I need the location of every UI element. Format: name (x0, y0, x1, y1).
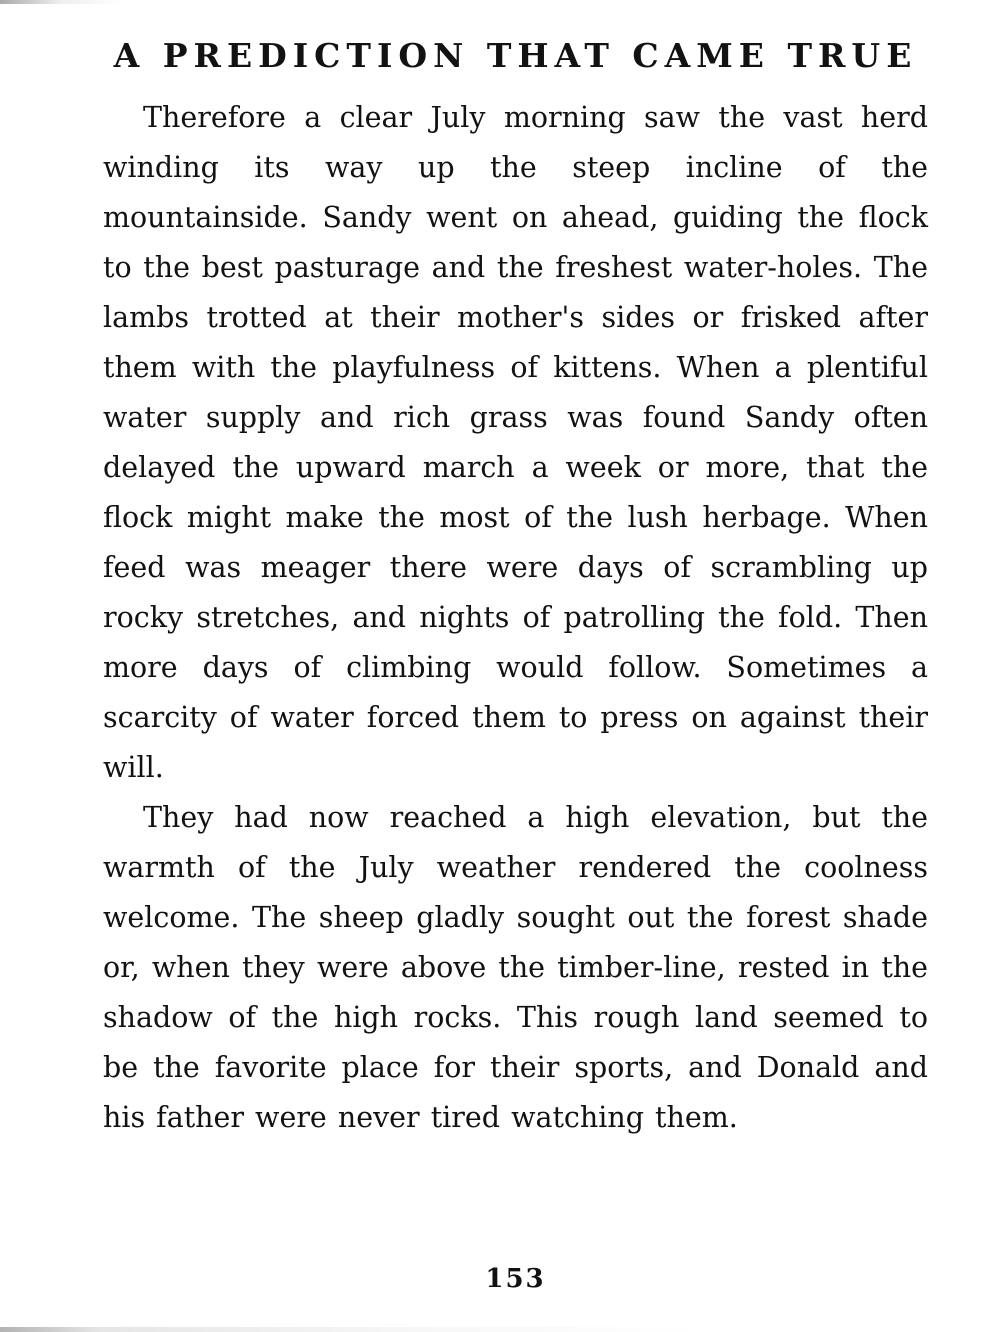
paragraph-2: They had now reached a high elevation, but the warmth of the July weather rendered the coolness welcome. The sheep gladly sought out the forest shade or, when they were above the timber-line, rested in the shadow of the high rocks. This rough land seemed to be the favorite place for their sports, and Donald and his father were never tired watching them. (103, 801, 928, 1134)
paragraph-1: Therefore a clear July morning saw the vast herd winding its way up the steep incline of the mountainside. Sandy went on ahead, guiding the flock to the best pasturage and the freshest water-holes. The lambs trotted at their mother's sides or frisked after them with the playfulness of kittens. When a plentiful water supply and rich grass was found Sandy often delayed the upward march a week or more, that the flock might make the most of the lush herbage. When feed was meager there were days of scrambling up rocky stretches, and nights of patrolling the fold. Then more days of climbing would follow. Sometimes a scarcity of water forced them to press on against their will. (103, 101, 928, 784)
scan-artifact-top (0, 0, 1000, 4)
page-number: 153 (485, 1264, 546, 1294)
scan-artifact-bottom (0, 1327, 1000, 1332)
page-title: A PREDICTION THAT CAME TRUE (113, 36, 918, 75)
